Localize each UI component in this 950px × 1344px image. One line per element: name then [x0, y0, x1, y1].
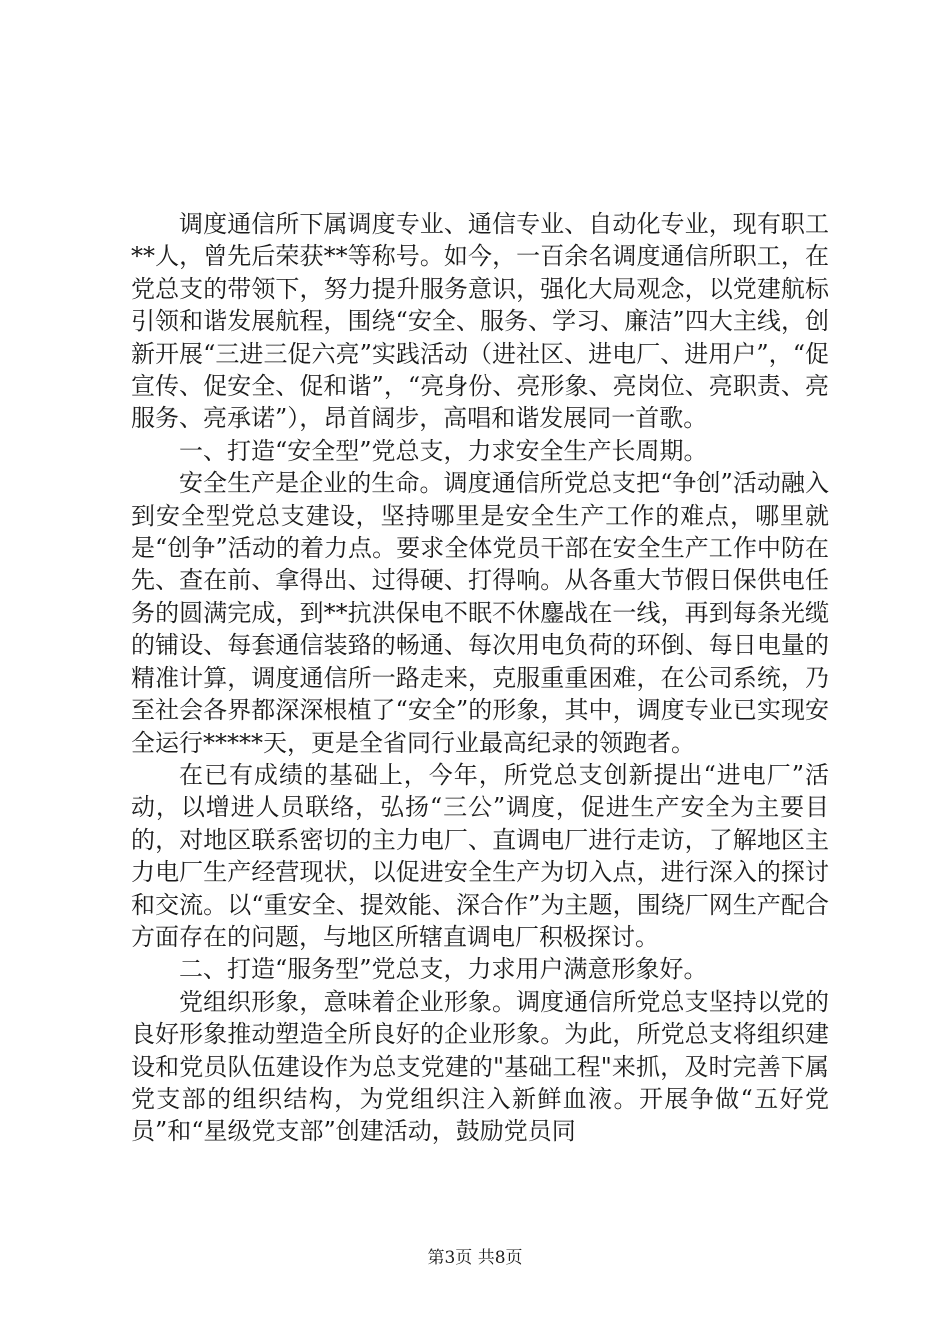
- body-paragraph: 安全生产是企业的生命。调度通信所党总支把“争创”活动融入到安全型党总支建设，坚持哪里是安全生产工作的难点，哪里就是“创争”活动的着力点。要求全体党员干部在安全生产工作中防在先、查在前、拿得出、过得硬、打得响。从各重大节假日保供电任务的圆满完成，到**抗洪保电不眠不休鏖战在一线，再到每条光缆的铺设、每套通信装臵的畅通、每次用电负荷的环倒、每日电量的精准计算，调度通信所一路走来，克服重重困难，在公司系统，乃至社会各界都深深根植了“安全”的形象，其中，调度专业已实现安全运行*****天，更是全省同行业最高纪录的领跑者。: [131, 469, 829, 757]
- section-heading-safety: 一、打造“安全型”党总支，力求安全生产长周期。: [179, 436, 708, 465]
- document-body: [131, 208, 829, 1148]
- body-paragraph: 在已有成绩的基础上，今年，所党总支创新提出“进电厂”活动，以增进人员联络，弘扬“三公”调度，促进生产安全为主要目的，对地区联系密切的主力电厂、直调电厂进行走访，了解地区主力电厂生产经营现状，以促进安全生产为切入点，进行深入的探讨和交流。以“重安全、提效能、深合作”为主题，围绕厂网生产配合方面存在的问题，与地区所辖直调电厂积极探讨。: [131, 760, 829, 951]
- intro-paragraph: 调度通信所下属调度专业、通信专业、自动化专业，现有职工**人，曾先后荣获**等称号。如今，一百余名调度通信所职工，在党总支的带领下，努力提升服务意识，强化大局观念，以党建航标引领和谐发展航程，围绕“安全、服务、学习、廉洁”四大主线，创新开展“三进三促六亮”实践活动（进社区、进电厂、进用户”，“促宣传、促安全、促和谐”，“亮身份、亮形象、亮岗位、亮职责、亮服务、亮承诺”），昂首阔步，高唱和谐发展同一首歌。: [131, 210, 829, 433]
- body-paragraph: 党组织形象，意味着企业形象。调度通信所党总支坚持以党的良好形象推动塑造全所良好的企业形象。为此，所党总支将组织建设和党员队伍建设作为总支党建的"基础工程"来抓，及时完善下属党支部的组织结构，为党组织注入新鲜血液。开展争做“五好党员”和“星级党支部”创建活动，鼓励党员同: [131, 987, 829, 1146]
- page-footer: [0, 1243, 950, 1268]
- section-heading-service: 二、打造“服务型”党总支，力求用户满意形象好。: [179, 955, 708, 984]
- page-number: 第3页 共8页: [427, 1248, 523, 1268]
